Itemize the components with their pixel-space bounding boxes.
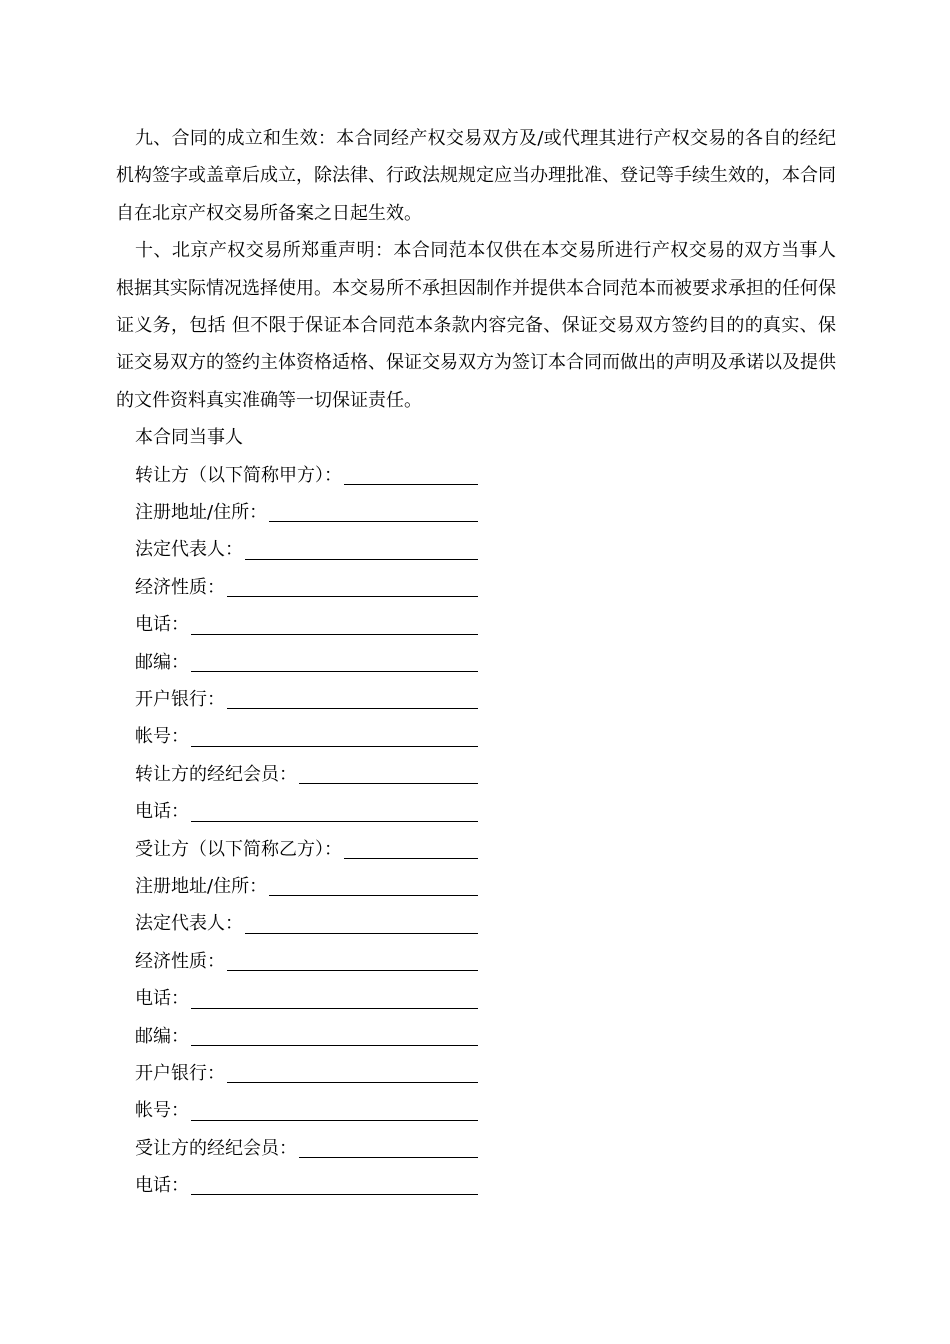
field-transferee-broker <box>116 1130 836 1167</box>
field-transferee-address <box>116 868 836 905</box>
field-transferee-phone <box>116 980 836 1017</box>
fill-in-line <box>269 895 478 896</box>
field-transferor <box>116 457 836 494</box>
clause-ten: 十、北京产权交易所郑重声明：本合同范本仅供在本交易所进行产权交易的双方当事人根据其实际情况选择使用。本交易所不承担因制作并提供本合同范本而被要求承担的任何保证义务，包括 但不限于保证本合同范本条款内容完备、保证交易双方签约目的的真实、保证交易双方的签约主体资格适格、保证交易双方为签订本合同而做出的声明及承诺以及提供的文件资料真实准确等一切保证责任。 <box>116 240 836 411</box>
field-transferor-nature <box>116 569 836 606</box>
fill-in-line <box>344 858 478 859</box>
field-label: 开户银行： <box>135 688 225 710</box>
field-transferor-postcode <box>116 644 836 681</box>
field-label: 注册地址/住所： <box>135 875 268 897</box>
field-transferor-address <box>116 494 836 531</box>
field-label: 受让方的经纪会员： <box>135 1137 297 1159</box>
field-transferee-broker-phone <box>116 1167 836 1204</box>
field-transferee-bank <box>116 1055 836 1092</box>
field-transferee-account <box>116 1092 836 1129</box>
field-label: 邮编： <box>135 651 189 673</box>
fill-in-line <box>191 1045 478 1046</box>
field-transferee <box>116 831 836 868</box>
contract-content <box>116 120 836 1204</box>
field-transferor-broker <box>116 756 836 793</box>
field-label: 帐号： <box>135 1100 189 1122</box>
field-label: 法定代表人： <box>135 913 243 935</box>
field-label: 法定代表人： <box>135 539 243 561</box>
field-label: 电话： <box>135 801 189 823</box>
fill-in-line <box>245 933 478 934</box>
field-label: 电话： <box>135 1175 189 1197</box>
field-label: 经济性质： <box>135 950 225 972</box>
field-label: 受让方（以下简称乙方）： <box>135 838 342 860</box>
fill-in-line <box>299 1157 478 1158</box>
fill-in-line <box>227 596 478 597</box>
field-transferor-legal-rep <box>116 531 836 568</box>
fill-in-line <box>191 1008 478 1009</box>
fill-in-line <box>245 559 478 560</box>
field-transferee-postcode <box>116 1018 836 1055</box>
fill-in-line <box>227 1082 478 1083</box>
field-label: 转让方的经纪会员： <box>135 763 297 785</box>
field-transferor-account <box>116 718 836 755</box>
parties-heading: 本合同当事人 <box>135 427 243 449</box>
fill-in-line <box>191 1120 478 1121</box>
field-transferee-legal-rep <box>116 905 836 942</box>
fill-in-line <box>191 746 478 747</box>
fill-in-line <box>269 521 478 522</box>
field-transferor-broker-phone <box>116 793 836 830</box>
field-transferor-phone <box>116 606 836 643</box>
fill-in-line <box>191 1194 478 1195</box>
field-label: 邮编： <box>135 1025 189 1047</box>
field-transferee-nature <box>116 943 836 980</box>
field-label: 注册地址/住所： <box>135 502 268 524</box>
fill-in-line <box>191 821 478 822</box>
field-label: 电话： <box>135 614 189 636</box>
fill-in-line <box>191 671 478 672</box>
field-label: 电话： <box>135 988 189 1010</box>
fill-in-line <box>344 484 478 485</box>
fill-in-line <box>227 970 478 971</box>
fill-in-line <box>299 783 478 784</box>
fill-in-line <box>191 634 478 635</box>
field-label: 转让方（以下简称甲方）： <box>135 464 342 486</box>
field-label: 经济性质： <box>135 576 225 598</box>
field-label: 开户银行： <box>135 1062 225 1084</box>
field-transferor-bank <box>116 681 836 718</box>
party-fields <box>116 457 836 1205</box>
fill-in-line <box>227 708 478 709</box>
clause-nine: 九、合同的成立和生效：本合同经产权交易双方及/或代理其进行产权交易的各自的经纪机构签字或盖章后成立，除法律、行政法规规定应当办理批准、登记等手续生效的，本合同自在北京产权交易所备案之日起生效。 <box>116 128 836 224</box>
field-label: 帐号： <box>135 726 189 748</box>
